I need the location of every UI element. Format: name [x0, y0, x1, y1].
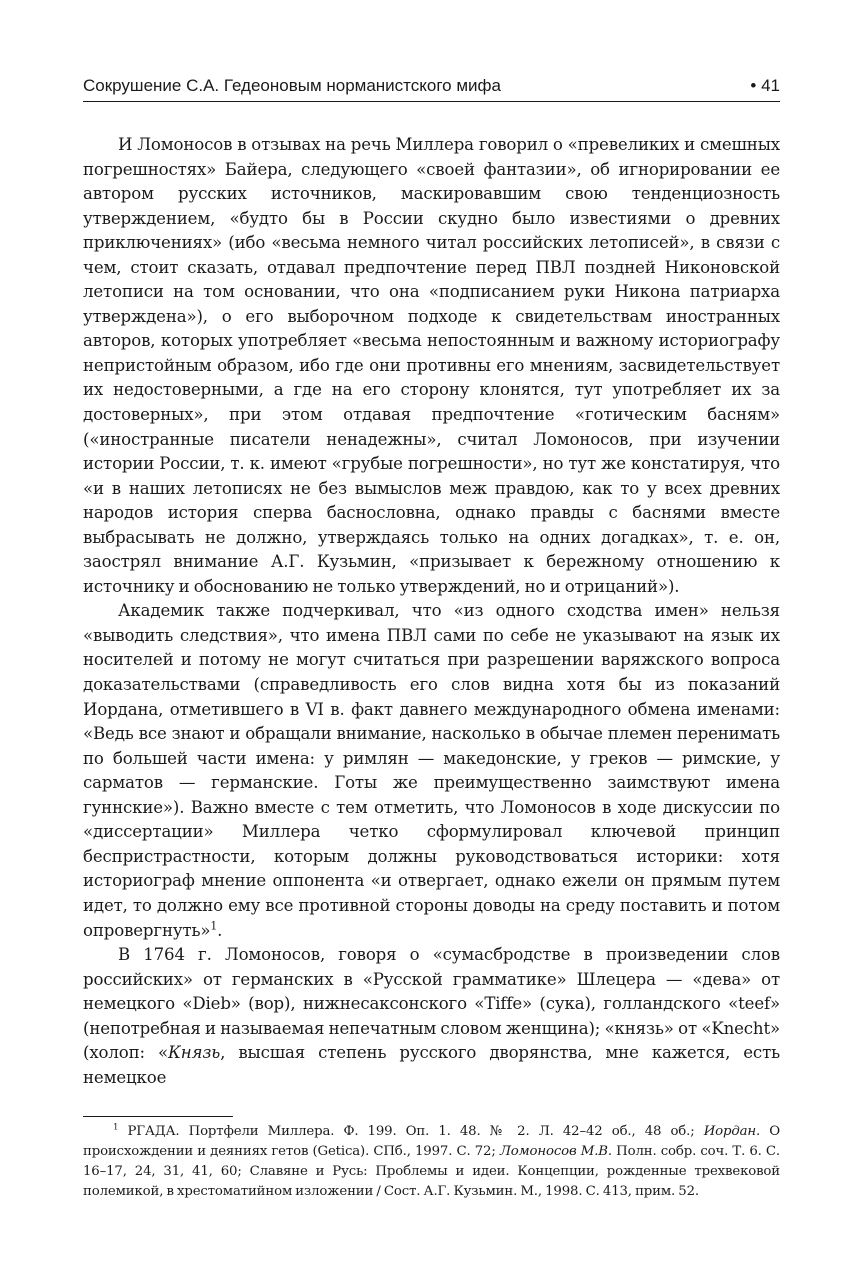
footnote-divider: [83, 1116, 233, 1117]
paragraph-1: [83, 133, 780, 599]
chapter-title: Сокрушение С.А. Гедеоновым норманистского мифа: [83, 76, 501, 95]
paragraph-2-text: Академик также подчеркивал, что «из одного сходства имен» нельзя «выводить следствия», что имена ПВЛ сами по себе не указывают на язык их носителей и потому не могут считаться при разрешении варяжского вопроса доказательствами (справедливость его слов видна хотя бы из показаний Иордана, отметившего в VI в. факт давнего международного обмена именами: «Ведь все знают и обращали внимание, насколько в обычае племен перенимать по большей части имена: у римлян — македонские, у греков — римские, у сарматов — германские. Готы же преимущественно заимствуют имена гуннские»). Важно вместе с тем отметить, что Ломоносов в ходе дискуссии по «диссертации» Миллера четко сформулировал ключевой принцип беспристрастности, которым должны руководствоваться историки: хотя историограф мнение оппонента «и отвергает, однако ежели он прямым путем идет, то должно ему все противной стороны доводы на среду поставить и потом опровергнуть»: [83, 601, 780, 940]
footnote-text-2: О происхождении и деяниях гетов (Getica). СПб., 1997. С. 72;: [83, 1124, 780, 1159]
paragraph-3: [83, 943, 780, 1090]
paragraph-2-end: .: [217, 920, 223, 940]
running-head: [83, 75, 780, 102]
page-number: • 41: [750, 76, 780, 95]
footnote-italic-1: Иордан.: [703, 1124, 761, 1139]
main-text: [83, 133, 780, 1090]
paragraph-3-italic: Князь: [168, 1043, 221, 1063]
paragraph-2: [83, 599, 780, 943]
footnote-text-1: РГАДА. Портфели Миллера. Ф. 199. Оп. 1. 48. № 2. Л. 42–42 об., 48 об.;: [118, 1124, 704, 1139]
paragraph-1-text: И Ломоносов в отзывах на речь Миллера говорил о «превеликих и смешных погрешностях» Байера, следующего «своей фантазии», об игнорировании ее автором русских источников, маскировавшим свою тенденциозность утверждением, «будто бы в России скудно было известиями о древних приключениях» (ибо «весьма немного читал российских летописей», в связи с чем, стоит сказать, отдавал предпочтение перед ПВЛ поздней Никоновской летописи на том основании, что она «подписанием руки Никона патриарха утверждена»), о его выборочном подходе к свидетельствам иностранных авторов, которых употребляет «весьма непостоянным и важному историографу непристойным образом, ибо где они противны его мнениям, засвидетельствует их недостоверными, а где на его сторону клонятся, тут употребляет их за достоверных», при этом отдавая предпочтение «готическим басням» («иностранные писатели ненадежны», считал Ломоносов, при изучении истории России, т. к. имеют «грубые погрешности», но тут же констатируя, что «и в наших летописях не без вымыслов меж правдою, как то у всех древних народов история сперва баснословна, однако правды с баснями вместе выбрасывать не должно, утверждаясь только на одних догадках», т. е. он, заострял внимание А.Г. Кузьмин, «призывает к бережному отношению к источнику и обоснованию не только утверждений, но и отрицаний»).: [83, 135, 780, 596]
footnote-number: 1: [113, 1122, 119, 1133]
footnote-ref[interactable]: 1: [210, 918, 218, 932]
paragraph-3-text: В 1764 г. Ломоносов, говоря о «сумасбродстве в произведении слов российских» от германских в «Русской грамматике» Шлецера — «дева» от немецкого «Dieb» (вор), нижнесаксонского «Tiffe» (сука), голландского «teef» (непотребная и называемая непечатным словом женщина); «князь» от «Knecht» (холоп: «: [83, 945, 780, 1063]
paragraph-3-end: , высшая степень русского дворянства, мне кажется, есть немецкое: [83, 1043, 780, 1087]
footnote: [83, 1122, 780, 1202]
footnote-text-3: Полн. собр. соч. Т. 6. С. 16–17, 24, 31, 41, 60; Славяне и Русь: Проблемы и идеи. Концепции, рожденные трехвековой полемикой, в хрестоматийном изложении / Сост. А.Г. Кузьмин. М., 1998. С. 413, прим. 52.: [83, 1144, 780, 1199]
footnote-italic-2: Ломоносов М.В.: [499, 1144, 612, 1159]
